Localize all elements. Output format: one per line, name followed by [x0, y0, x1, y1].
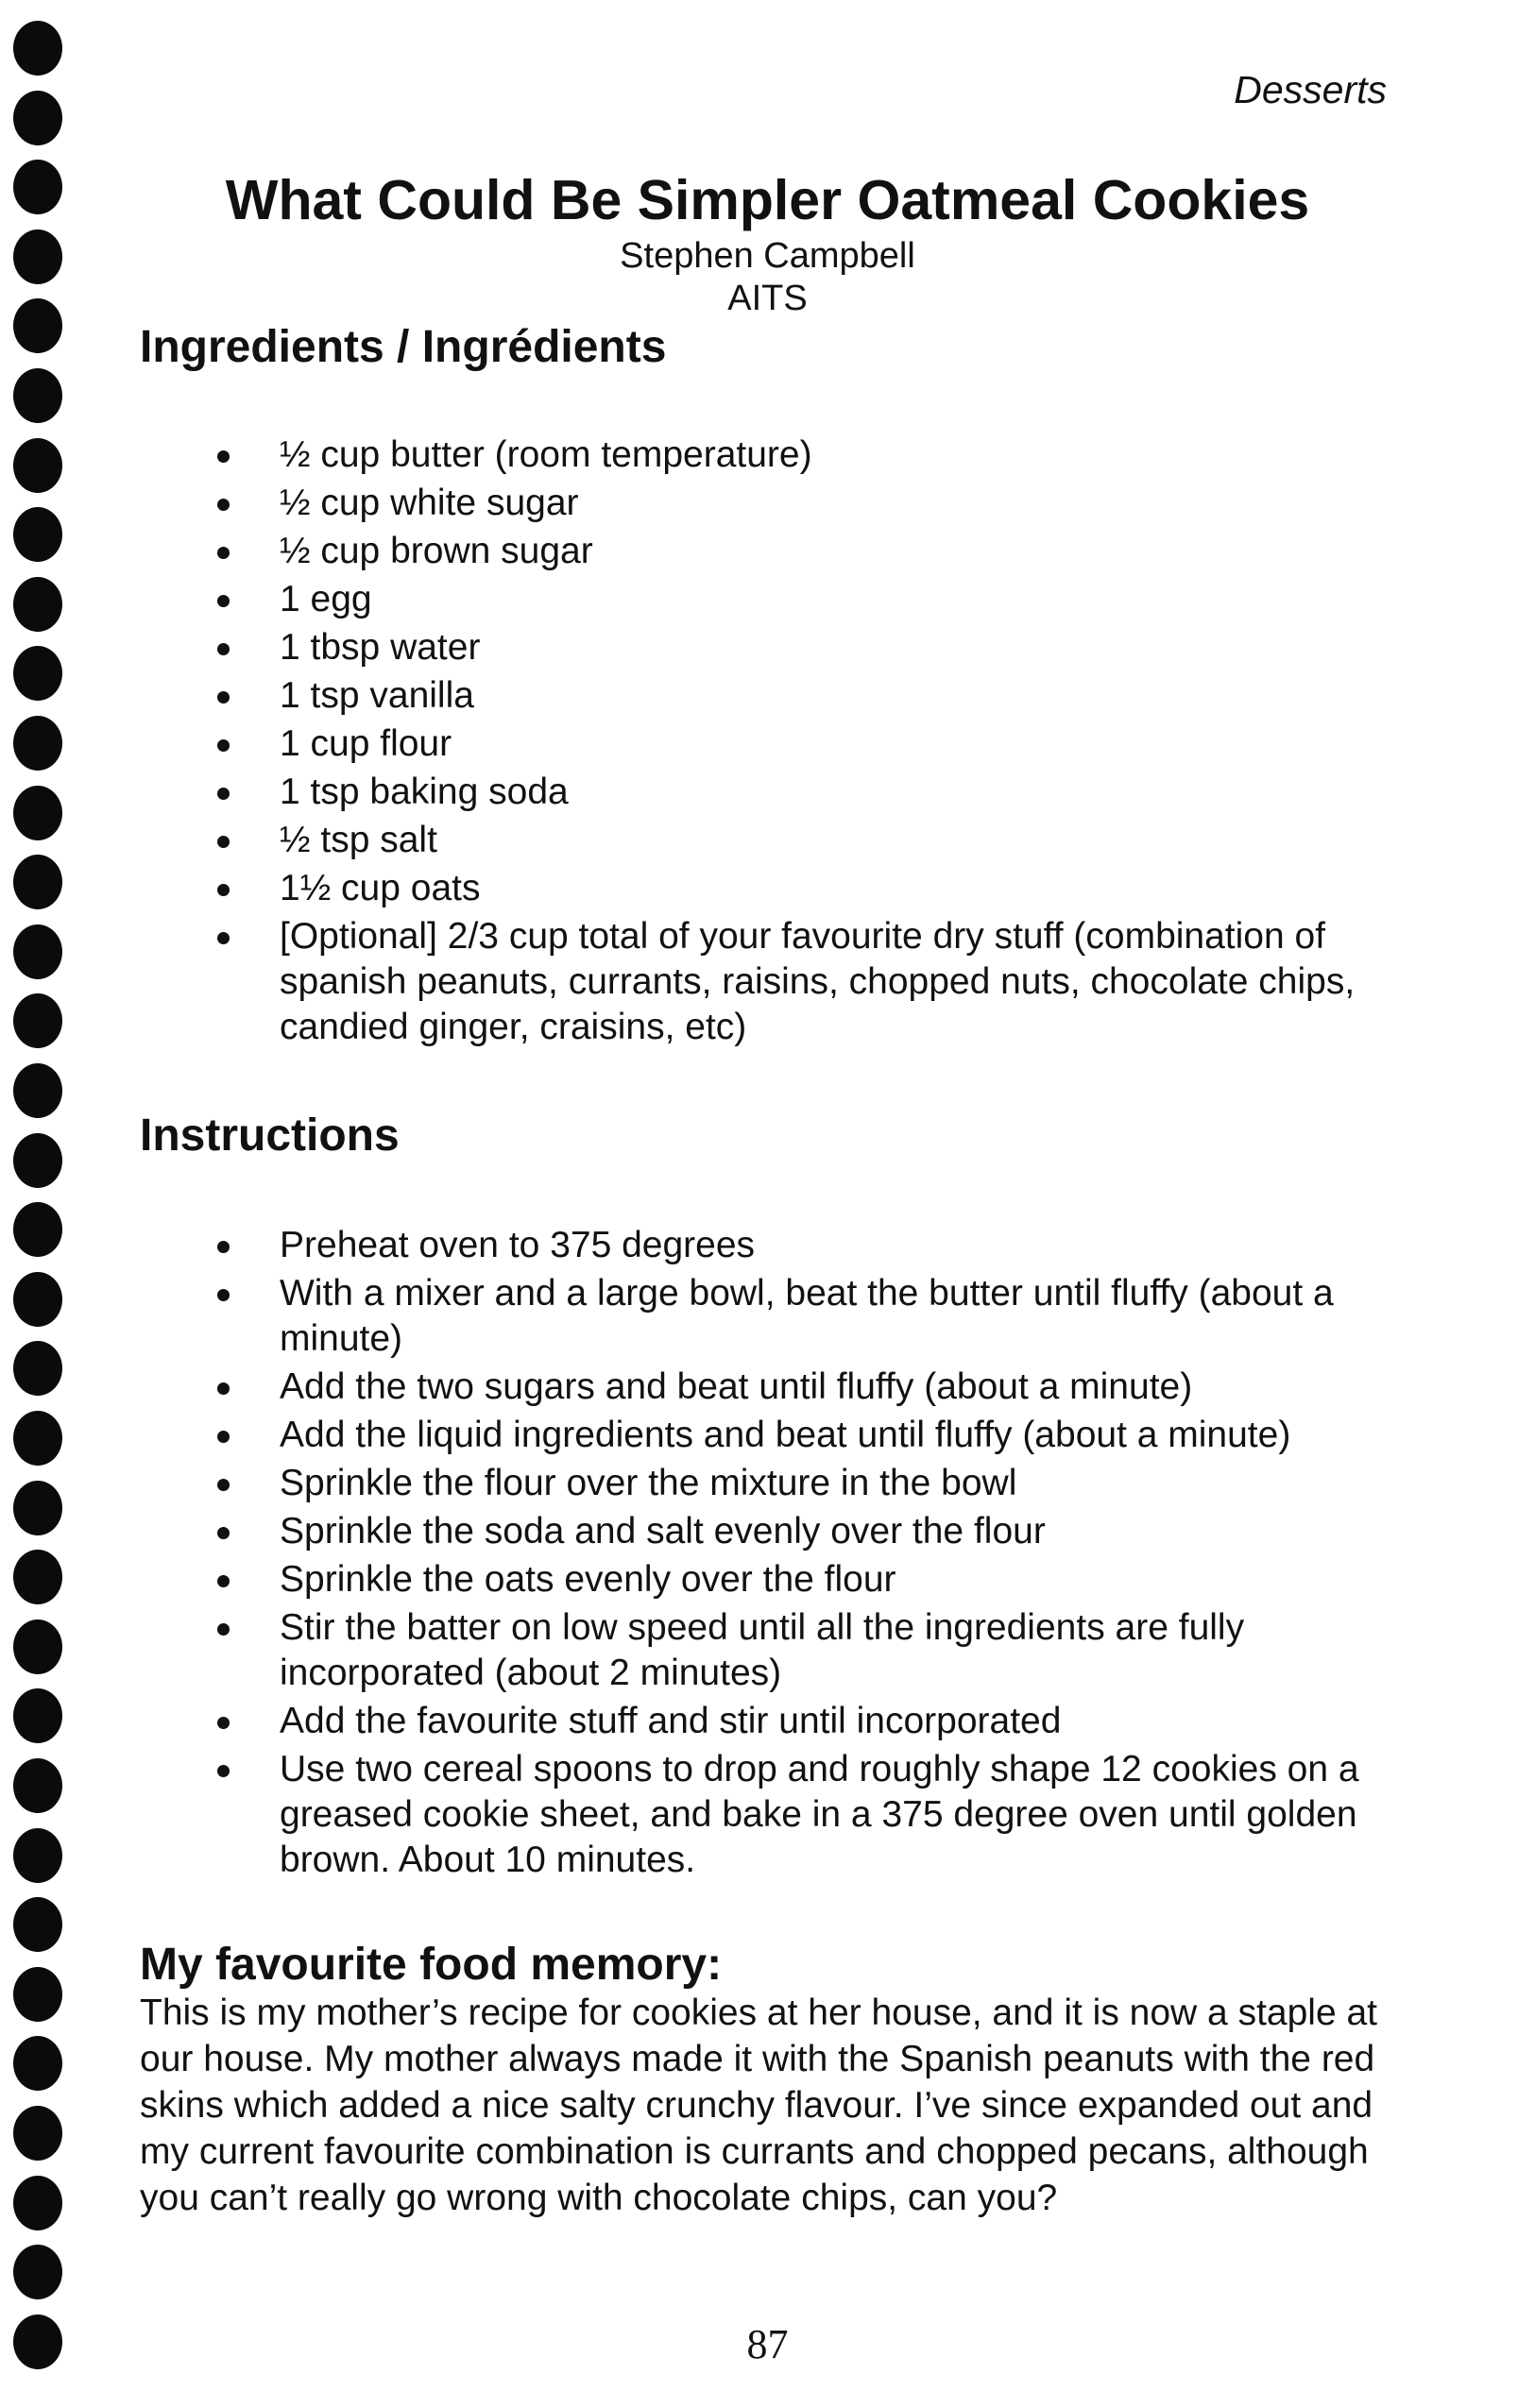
binding-hole: [13, 1133, 62, 1188]
ingredient-item: 1 tsp vanilla: [280, 673, 1404, 719]
binding-hole: [13, 507, 62, 562]
binding-hole: [13, 993, 62, 1048]
binding-hole: [13, 438, 62, 493]
binding-hole: [13, 1481, 62, 1535]
recipe-author: Stephen Campbell: [620, 236, 915, 276]
binding-hole: [13, 924, 62, 979]
binding-hole: [13, 1619, 62, 1674]
binding-hole: [13, 786, 62, 840]
binding-hole: [13, 716, 62, 771]
ingredient-item: ½ tsp salt: [280, 818, 1404, 863]
binding-hole: [13, 1828, 62, 1883]
memory-text: This is my mother’s recipe for cookies at her house, and it is now a staple at our house. My mother always made it with the Spanish peanuts with the red skins which added a nice salty crunchy flavour. I’ve since expanded out and my current favourite combination is currants and chopped pecans, although you can’t really go wrong with chocolate chips, can you?: [140, 1993, 1378, 2218]
instructions-heading: Instructions: [140, 1111, 400, 1161]
instruction-step: Preheat oven to 375 degrees: [280, 1223, 1404, 1268]
ingredient-item: 1½ cup oats: [280, 866, 1404, 911]
ingredients-list: [280, 432, 1404, 1053]
binding-hole: [13, 1341, 62, 1396]
ingredient-item: 1 tsp baking soda: [280, 770, 1404, 815]
binding-hole: [13, 1967, 62, 2022]
binding-hole: [13, 1272, 62, 1327]
instruction-step: Add the favourite stuff and stir until incorporated: [280, 1699, 1404, 1744]
instructions-list: [280, 1223, 1404, 1886]
section-label: Desserts: [1234, 68, 1387, 111]
page-number: 87: [746, 2321, 789, 2367]
binding-hole: [13, 2106, 62, 2161]
binding-hole: [13, 1063, 62, 1118]
instruction-step: Sprinkle the soda and salt evenly over the flour: [280, 1509, 1404, 1554]
ingredient-item: ½ cup brown sugar: [280, 529, 1404, 574]
instruction-step: Stir the batter on low speed until all the ingredients are fully incorporated (about 2 minutes): [280, 1605, 1404, 1696]
instruction-step: With a mixer and a large bowl, beat the butter until fluffy (about a minute): [280, 1271, 1404, 1362]
spiral-binding: [13, 0, 70, 2408]
binding-hole: [13, 2036, 62, 2091]
instruction-step: Use two cereal spoons to drop and roughly shape 12 cookies on a greased cookie sheet, and bake in a 375 degree oven until golden brown. About 10 minutes.: [280, 1747, 1404, 1883]
recipe-organization: AITS: [727, 279, 808, 318]
ingredient-item: 1 egg: [280, 577, 1404, 622]
ingredient-item: ½ cup white sugar: [280, 481, 1404, 526]
binding-hole: [13, 855, 62, 909]
instruction-step: Add the two sugars and beat until fluffy (about a minute): [280, 1365, 1404, 1410]
ingredients-heading: Ingredients / Ingrédients: [140, 322, 667, 372]
binding-hole: [13, 2245, 62, 2299]
binding-hole: [13, 1688, 62, 1743]
recipe-title: What Could Be Simpler Oatmeal Cookies: [225, 169, 1310, 231]
binding-hole: [13, 577, 62, 632]
ingredient-item: ½ cup butter (room temperature): [280, 432, 1404, 478]
ingredient-item: 1 cup flour: [280, 721, 1404, 767]
memory-heading: My favourite food memory:: [140, 1940, 723, 1990]
binding-hole: [13, 1897, 62, 1952]
binding-hole: [13, 1550, 62, 1604]
binding-hole: [13, 1411, 62, 1466]
instruction-step: Add the liquid ingredients and beat until fluffy (about a minute): [280, 1413, 1404, 1458]
binding-hole: [13, 91, 62, 145]
ingredient-item: 1 tbsp water: [280, 625, 1404, 670]
binding-hole: [13, 21, 62, 76]
binding-hole: [13, 646, 62, 701]
binding-hole: [13, 1202, 62, 1257]
instruction-step: Sprinkle the flour over the mixture in the bowl: [280, 1461, 1404, 1506]
ingredient-item: [Optional] 2/3 cup total of your favourite dry stuff (combination of spanish peanuts, currants, raisins, chopped nuts, chocolate chips, candied ginger, craisins, etc): [280, 914, 1404, 1050]
instruction-step: Sprinkle the oats evenly over the flour: [280, 1557, 1404, 1603]
binding-hole: [13, 368, 62, 423]
binding-hole: [13, 1758, 62, 1813]
binding-hole: [13, 2176, 62, 2230]
